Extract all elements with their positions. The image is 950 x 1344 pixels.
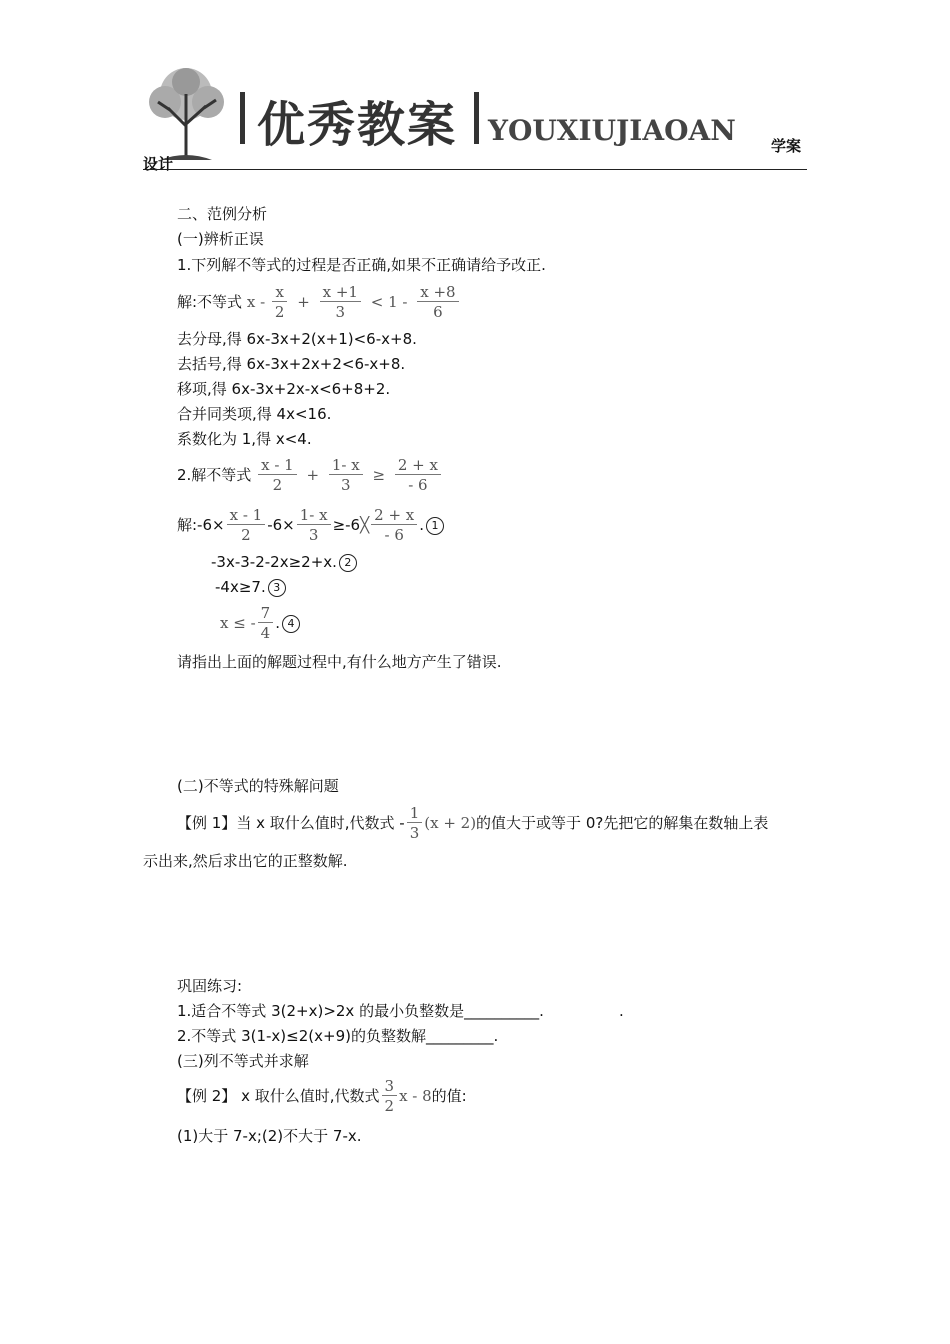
fraction: $\frac{x - 1}{2}$	[227, 506, 266, 545]
divider-bar	[240, 92, 245, 144]
header-label-right: 学案	[771, 137, 802, 155]
part1-title: (一)辨析正误	[177, 230, 264, 248]
solution-2-step4: x ≤ - $\frac{7}{4}$ . 4	[220, 603, 300, 643]
fraction: $\frac{x - 1}{2}$	[258, 456, 297, 495]
fraction: $\frac{x}{2}$	[272, 283, 288, 322]
circled-number: 1	[426, 517, 444, 535]
sol-prefix: 解:不等式	[177, 293, 243, 311]
question-1: 1.下列解不等式的过程是否正确,如果不正确请给予改正.	[177, 256, 546, 274]
example-2-parts: (1)大于 7-x;(2)不大于 7-x.	[177, 1127, 362, 1145]
fraction: $\frac{1- x}{3}$	[329, 456, 363, 495]
practice-1: 1.适合不等式 3(2+x)>2x 的最小负整数是__________.	[177, 1002, 544, 1020]
header-rule	[143, 169, 807, 170]
step-line: 去括号,得 6x-3x+2x+2<6-x+8.	[177, 355, 406, 373]
tree-logo-icon	[140, 64, 232, 162]
circled-number: 4	[282, 615, 300, 633]
solution-2-step3: -4x≥7. 3	[215, 577, 286, 597]
header-label-left: 设计	[143, 155, 174, 173]
practice-2: 2.不等式 3(1-x)≤2(x+9)的负整数解_________.	[177, 1027, 499, 1045]
step-line: 系数化为 1,得 x<4.	[177, 430, 312, 448]
divider-bar	[474, 92, 479, 144]
fraction: $\frac{2 + x}{- 6}$	[395, 456, 441, 495]
example-2-line: 【例 2】 x 取什么值时,代数式 $\frac{3}{2}$ x - 8的值:	[177, 1077, 467, 1115]
fraction: $\frac{1- x}{3}$	[297, 506, 331, 545]
solution-2-step2: -3x-3-2-2x≥2+x. 2	[211, 552, 357, 572]
section-title: 二、范例分析	[177, 205, 268, 223]
part3-title: (三)列不等式并求解	[177, 1052, 309, 1070]
fraction: $\frac{1}{3}$	[407, 804, 423, 843]
part2-title: (二)不等式的特殊解问题	[177, 777, 339, 795]
brand-chinese: 优秀教案	[257, 97, 458, 153]
question-2: 2.解不等式 $\frac{x - 1}{2}$ + $\frac{1- x}{3}$ ≥ $\frac{2 + x}{- 6}$	[177, 455, 443, 495]
fraction: $\frac{7}{4}$	[258, 604, 274, 643]
solution-2-step1: 解:-6× $\frac{x - 1}{2}$ -6× $\frac{1- x}{3}$ ≥-6╳ $\frac{2 + x}{- 6}$ . 1	[177, 505, 444, 545]
circled-number: 2	[339, 554, 357, 572]
practice-1-dot: .	[619, 1002, 624, 1020]
step-line: 合并同类项,得 4x<16.	[177, 405, 332, 423]
brand-english: YOUXIUJIAOAN	[488, 114, 736, 147]
fraction: $\frac{x +8}{6}$	[417, 283, 458, 322]
fraction: $\frac{2 + x}{- 6}$	[371, 506, 417, 545]
fraction: $\frac{x +1}{3}$	[320, 283, 361, 322]
solution-1-line: 解:不等式 x - $\frac{x}{2}$ + $\frac{x +1}{3}$ < 1 - $\frac{x +8}{6}$	[177, 282, 461, 322]
expr-x: x -	[246, 293, 266, 311]
example-1-cont: 示出来,然后求出它的正整数解.	[143, 852, 348, 870]
practice-title: 巩固练习:	[177, 977, 243, 995]
step-line: 去分母,得 6x-3x+2(x+1)<6-x+8.	[177, 330, 417, 348]
example-1-line: 【例 1】当 x 取什么值时,代数式 - $\frac{1}{3}$ (x + 2)的值大于或等于 0?先把它的解集在数轴上表	[177, 804, 769, 842]
circled-number: 3	[268, 579, 286, 597]
step-line: 移项,得 6x-3x+2x-x<6+8+2.	[177, 380, 391, 398]
error-question: 请指出上面的解题过程中,有什么地方产生了错误.	[177, 653, 502, 671]
fraction: $\frac{3}{2}$	[382, 1077, 398, 1116]
